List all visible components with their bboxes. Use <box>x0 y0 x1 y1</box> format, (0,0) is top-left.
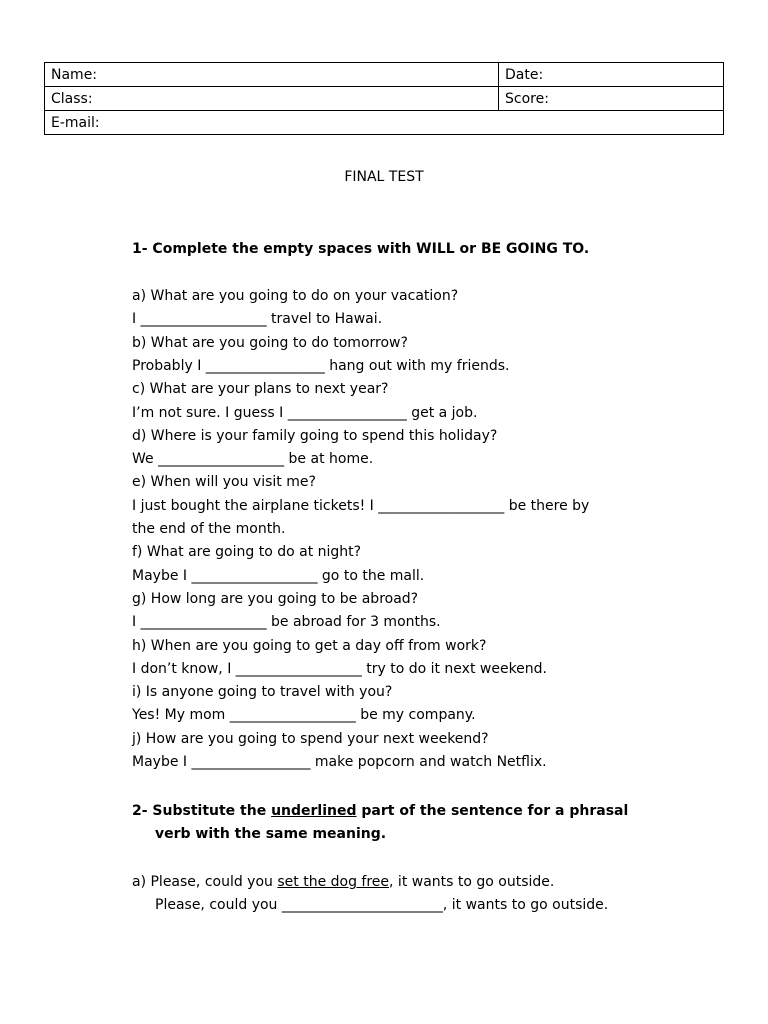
student-info-table <box>44 62 724 135</box>
answer-line: Maybe I __________________ go to the mall. <box>132 567 425 584</box>
question-line: i) Is anyone going to travel with you? <box>132 684 393 701</box>
date-cell[interactable] <box>499 63 724 87</box>
answer-line: I __________________ be abroad for 3 months. <box>132 614 441 631</box>
name-label: Name: <box>51 66 98 83</box>
section-2-heading <box>132 801 628 821</box>
score-cell[interactable] <box>499 87 724 111</box>
question-line: g) How long are you going to be abroad? <box>132 590 419 607</box>
section-2-heading-underlined: underlined <box>271 803 357 819</box>
section-2-item-a-answer: Please, could you _______________________, it wants to go outside. <box>155 897 609 913</box>
email-label: E-mail: <box>51 114 100 131</box>
section-2-heading-line2: verb with the same meaning. <box>155 826 387 842</box>
item-a-pre: a) Please, could you <box>132 874 278 890</box>
answer-line: the end of the month. <box>132 521 286 537</box>
page-title: FINAL TEST <box>344 169 424 185</box>
section-2-heading-post: part of the sentence for a phrasal <box>356 803 629 819</box>
section-1-heading: 1- Complete the empty spaces with WILL or BE GOING TO. <box>132 241 590 257</box>
question-line: h) When are you going to get a day off from work? <box>132 637 487 654</box>
answer-line: I don’t know, I __________________ try to do it next weekend. <box>132 660 548 677</box>
question-line: c) What are your plans to next year? <box>132 381 389 398</box>
name-cell[interactable] <box>45 63 499 87</box>
question-line: j) How are you going to spend your next weekend? <box>132 730 489 747</box>
question-line: e) When will you visit me? <box>132 474 316 491</box>
item-a-post: , it wants to go outside. <box>389 874 555 890</box>
question-line: f) What are going to do at night? <box>132 544 362 561</box>
class-cell[interactable] <box>45 87 499 111</box>
item-a-underlined: set the dog free <box>277 874 390 890</box>
class-label: Class: <box>51 90 93 107</box>
answer-line: Probably I _________________ hang out with my friends. <box>132 357 510 374</box>
section-2-heading-pre: 2- Substitute the <box>132 803 272 819</box>
question-line: b) What are you going to do tomorrow? <box>132 334 408 351</box>
score-label: Score: <box>505 90 549 107</box>
question-line: d) Where is your family going to spend this holiday? <box>132 427 498 444</box>
section-2-item-a <box>132 872 554 892</box>
question-line: a) What are you going to do on your vacation? <box>132 288 459 304</box>
answer-line: We __________________ be at home. <box>132 451 374 468</box>
answer-line: Yes! My mom __________________ be my company. <box>132 707 476 724</box>
answer-line: I just bought the airplane tickets! I __________________ be there by <box>132 497 590 514</box>
answer-line: I’m not sure. I guess I _________________ get a job. <box>132 404 478 421</box>
answer-line: I __________________ travel to Hawai. <box>132 311 383 328</box>
answer-line: Maybe I _________________ make popcorn and watch Netflix. <box>132 754 547 770</box>
date-label: Date: <box>505 66 544 83</box>
email-cell[interactable] <box>45 111 724 135</box>
